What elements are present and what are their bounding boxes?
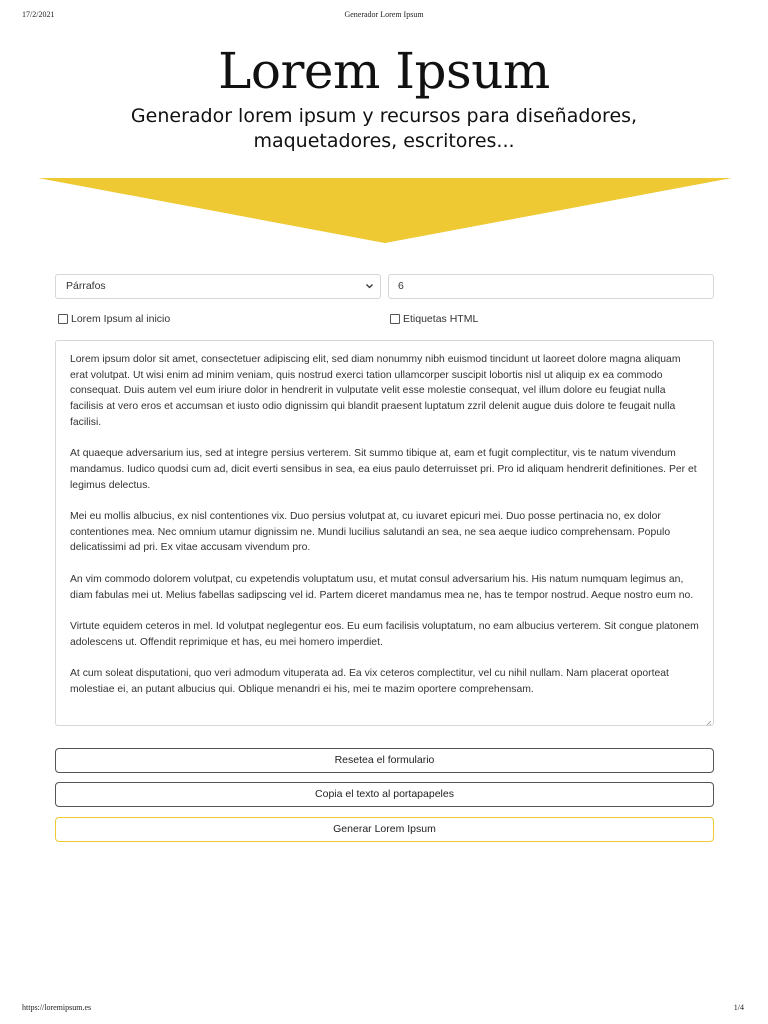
output-paragraph: An vim commodo dolorem volutpat, cu expetendis voluptatum usu, et mutat consul adversarium his. His natum numquam legimus an, diam fabulas mei ut. Melius fabellas sadipscing vel id. Partem diceret mandamus mea ne, has te tempor nostrud. Aeque nostro eum no.	[70, 573, 694, 601]
resize-handle-icon[interactable]	[705, 717, 711, 723]
lorem-output-textarea[interactable]	[55, 340, 714, 726]
print-url: https://loremipsum.es	[22, 1003, 92, 1012]
chevron-down-icon	[365, 275, 374, 307]
print-page-title: Generador Lorem Ipsum	[344, 10, 424, 19]
lorem-start-checkbox[interactable]	[58, 313, 170, 325]
html-tags-checkbox[interactable]	[390, 313, 478, 325]
output-paragraph: Lorem ipsum dolor sit amet, consectetuer adipiscing elit, sed diam nonummy nibh euismod tincidunt ut laoreet dolore magna aliquam erat volutpat. Ut wisi enim ad minim veniam, quis nostrud exerci tation ullamcorper suscipit lobortis nisl ut aliquip ex ea commodo consequat. Duis autem vel eum iriure dolor in hendrerit in vulputate velit esse molestie consequat, vel illum dolore eu feugiat nulla facilisis at vero eros et accumsan et iusto odio dignissim qui blandit praesent luptatum zzril delenit augue duis dolore te feugait nulla facilisi.	[70, 354, 681, 428]
output-paragraph: Virtute equidem ceteros in mel. Id volutpat neglegentur eos. Eu eum facilisis voluptatum, no eam albucius verterem. Sit congue platonem adolescens ut. Offendit reprimique et has, eu mei homero imperdiet.	[70, 620, 699, 648]
page-title: Lorem Ipsum	[218, 42, 550, 100]
checkbox-square[interactable]	[58, 314, 68, 324]
paragraph-type-select[interactable]	[55, 274, 381, 299]
checkbox-square[interactable]	[390, 314, 400, 324]
reset-form-button[interactable]: Resetea el formulario	[55, 748, 714, 773]
output-paragraph: At quaeque adversarium ius, sed at integre persius verterem. Sit summo tibique at, eam et fugit complectitur, vis te natum vivendum mandamus. Iudico quodsi cum ad, dicit everti sensibus in sea, ea eius paulo deterruisset pri. Pro id aliquam hendrerit definitiones. Per et legimus delectus.	[70, 448, 697, 491]
paragraph-type-value: Párrafos	[66, 280, 106, 292]
print-date: 17/2/2021	[22, 10, 55, 19]
lorem-start-label: Lorem Ipsum al inicio	[71, 313, 171, 325]
output-paragraph: At cum soleat disputationi, quo veri admodum vituperata ad. Ea vix ceteros complectitur, vel cu nihil nullam. Nam placerat oporteat molestiae ei, an putant albucius qui. Oblique menandri ei his, mei te mazim oportere comprehensam.	[70, 667, 669, 695]
quantity-value: 6	[398, 280, 404, 292]
copy-to-clipboard-button[interactable]: Copia el texto al portapapeles	[55, 782, 714, 807]
output-paragraph: Mei eu mollis albucius, ex nisl contentiones vix. Duo persius volutpat at, cu iuvaret epicuri mei. Duo posse pertinacia no, ex dolor contentiones mea. Nec omnium utamur dignissim ne. Mundi lucilius salutandi an sea, ne sea aeque iudico comprehensam. Populo delicatissimi ad pri. Ex vitae accusam vivendum pro.	[70, 511, 671, 554]
quantity-input[interactable]	[388, 274, 714, 299]
yellow-arrow-banner	[38, 178, 732, 244]
html-tags-label: Etiquetas HTML	[403, 313, 479, 325]
page-subtitle: Generador lorem ipsum y recursos para diseñadores, maquetadores, escritores...	[130, 105, 638, 152]
generate-lorem-button[interactable]: Generar Lorem Ipsum	[55, 817, 714, 842]
print-page-number: 1/4	[733, 1003, 744, 1012]
